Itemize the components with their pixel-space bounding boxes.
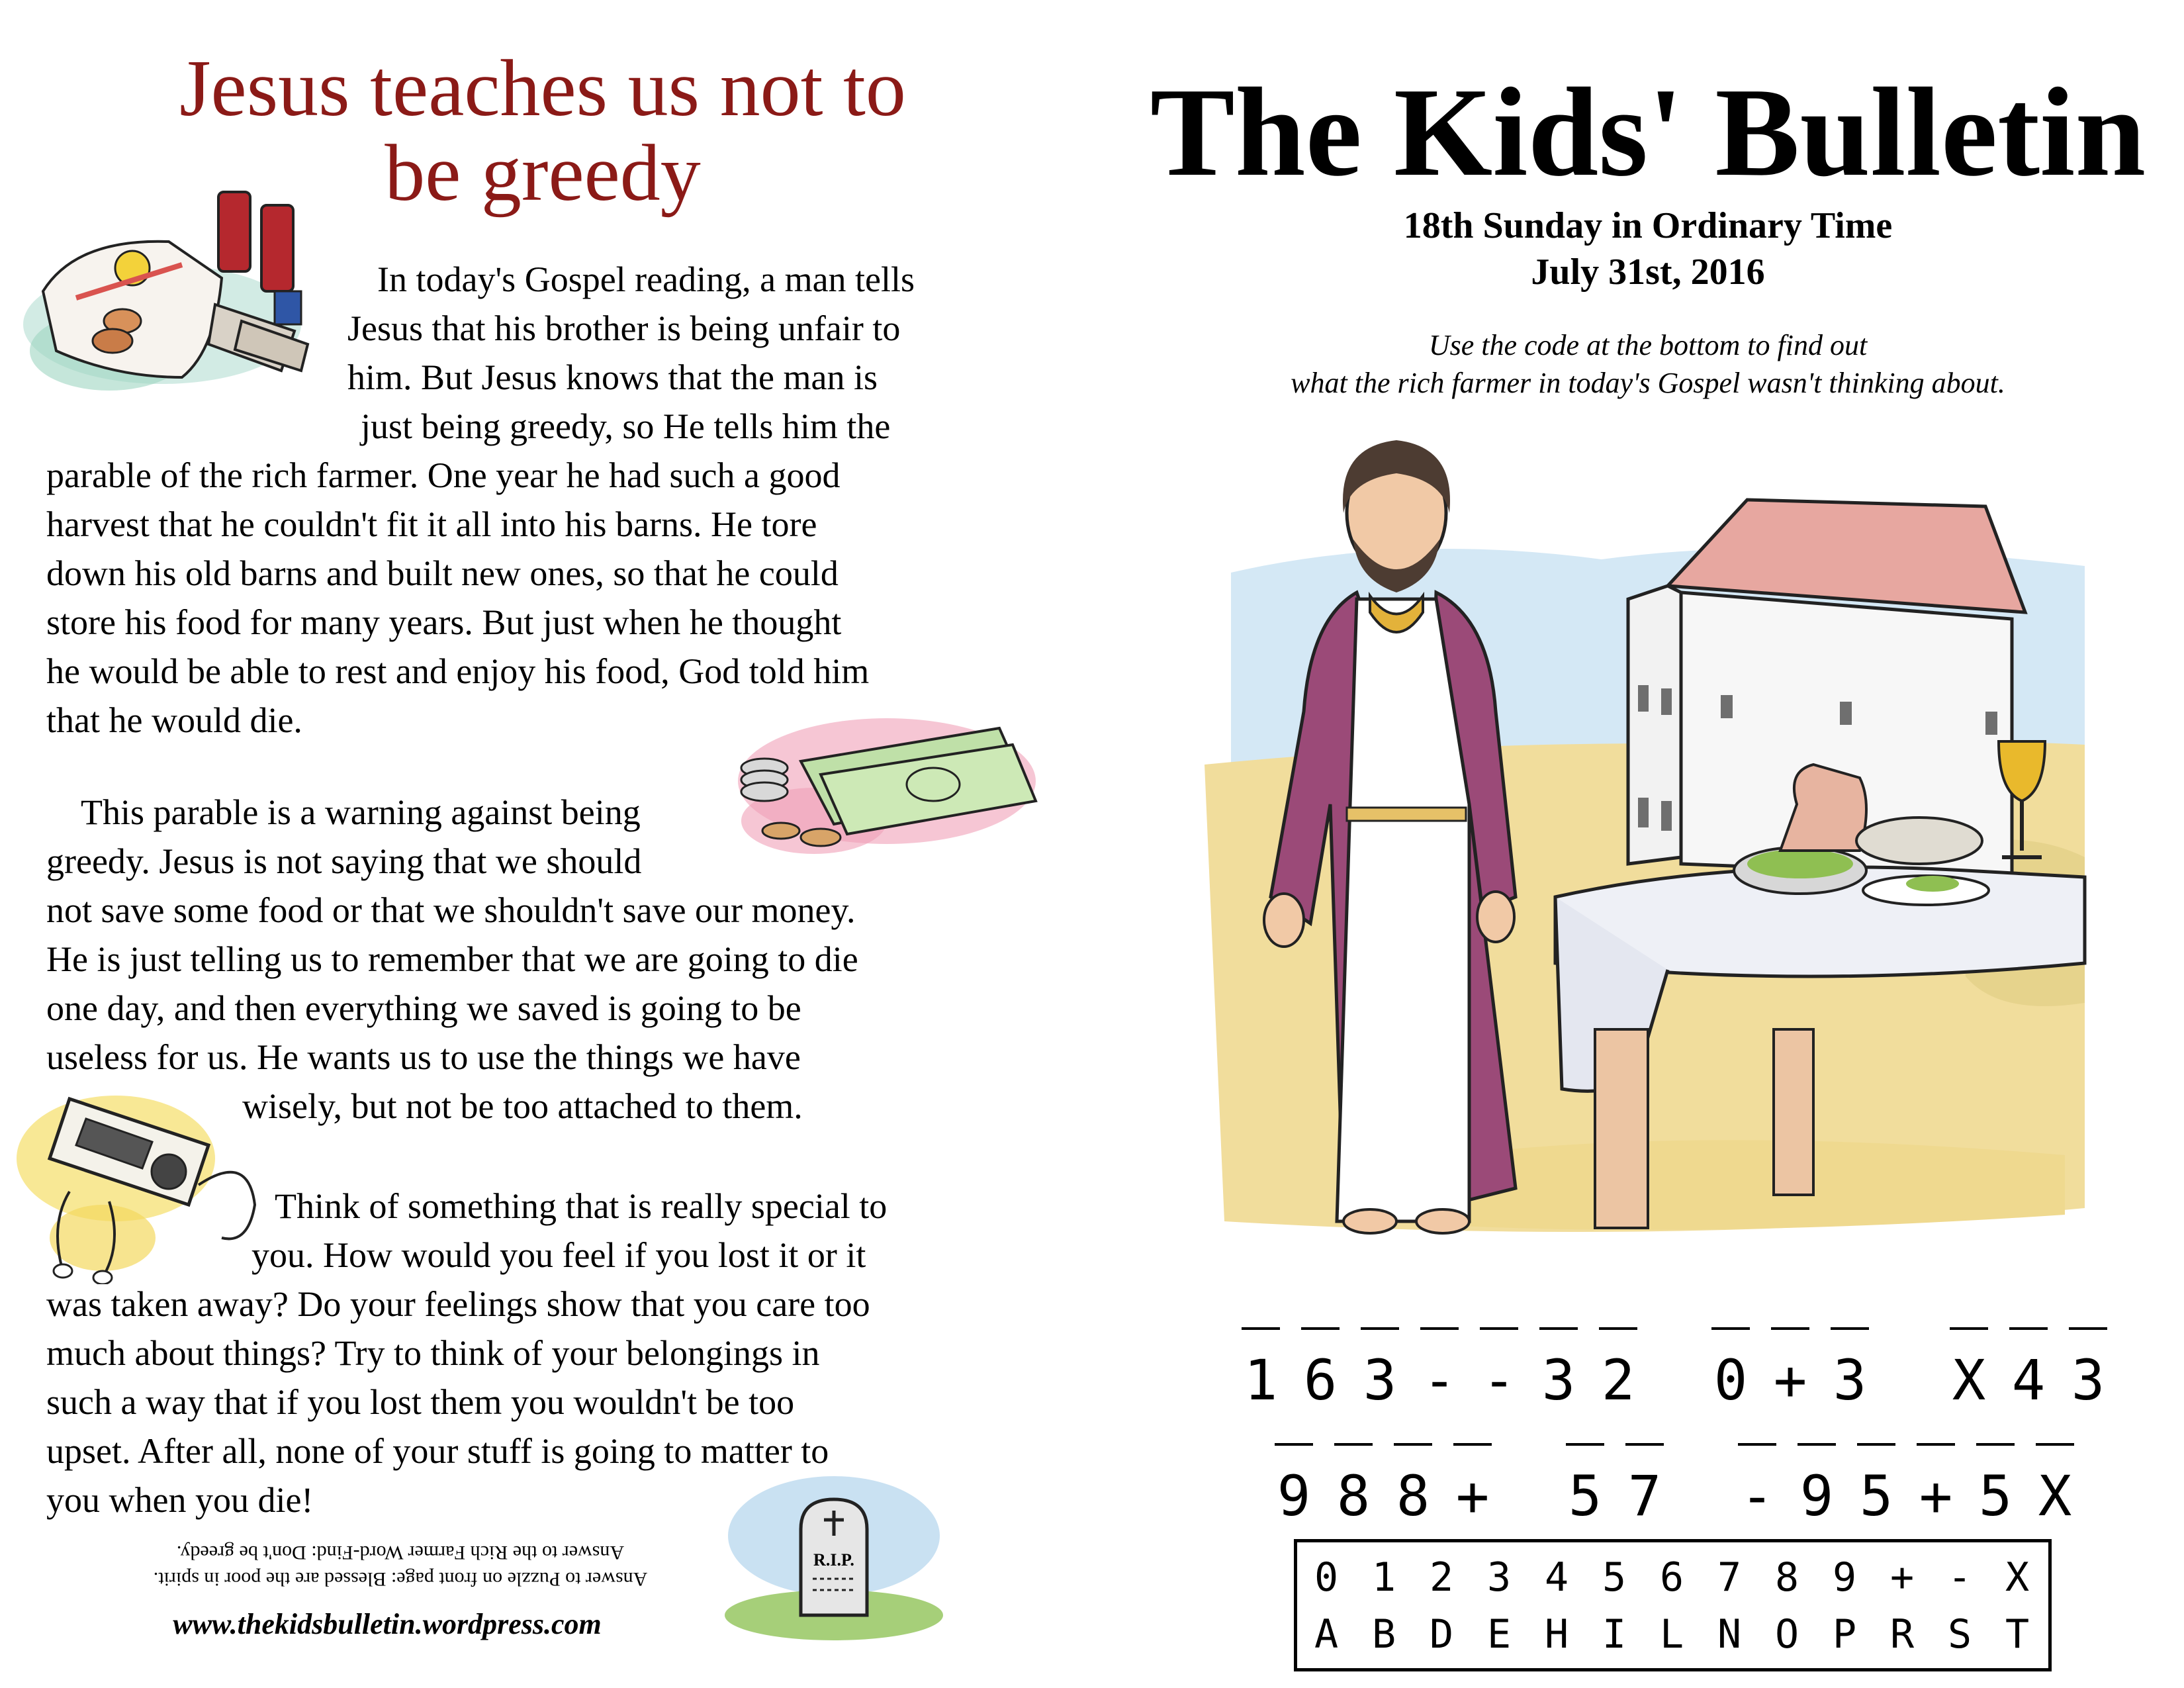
rich-farmer-illustration	[1205, 434, 2098, 1271]
gravestone-illustration	[721, 1470, 946, 1642]
puzzle-code: 3	[1833, 1348, 1867, 1413]
puzzle-code: +	[1773, 1348, 1807, 1413]
paragraph-3-line: you when you die!	[46, 1480, 314, 1520]
paragraph-2-line: not save some food or that we shouldn't save our money.	[46, 890, 856, 930]
code-symbol: 4	[1544, 1554, 1569, 1601]
instruction-line-1: Use the code at the bottom to find out	[1428, 329, 1868, 361]
code-symbol: 5	[1602, 1554, 1627, 1601]
paragraph-3-line: was taken away? Do your feelings show that you care too	[46, 1284, 870, 1324]
paragraph-2-line: one day, and then everything we saved is going to be	[46, 988, 801, 1028]
puzzle-row-1	[1238, 1327, 2111, 1433]
code-symbol: 2	[1429, 1554, 1454, 1601]
paragraph-3-line: you. How would you feel if you lost it or it	[251, 1235, 866, 1275]
puzzle-code: 2	[1601, 1348, 1635, 1413]
paragraph-3-line: Think of something that is really special to	[275, 1186, 887, 1226]
paragraph-1-line: him. But Jesus knows that the man is	[347, 357, 878, 397]
code-letter: L	[1659, 1611, 1684, 1658]
paragraph-1-line: just being greedy, so He tells him the	[361, 406, 891, 446]
code-symbol: 3	[1486, 1554, 1512, 1601]
paragraph-1-line: he would be able to rest and enjoy his food, God told him	[46, 651, 870, 691]
puzzle-code: X	[2038, 1464, 2072, 1528]
gravestone-text: R.I.P.	[813, 1550, 854, 1570]
paragraph-2-line: He is just telling us to remember that we are going to die	[46, 939, 858, 979]
code-letter: R	[1889, 1611, 1915, 1658]
code-symbol: 6	[1659, 1554, 1684, 1601]
puzzle-code: 3	[2071, 1348, 2105, 1413]
paragraph-1-line: harvest that he couldn't fit it all into his barns. He tore	[46, 504, 817, 544]
code-letter: E	[1486, 1611, 1512, 1658]
code-letter: B	[1371, 1611, 1396, 1658]
code-letter: T	[2005, 1611, 2030, 1658]
paragraph-1-line: that he would die.	[46, 700, 302, 740]
code-symbol: +	[1889, 1554, 1915, 1601]
puzzle-code: -	[1422, 1348, 1457, 1413]
article-title-line-1: Jesus teaches us not to	[179, 44, 906, 133]
code-letter: P	[1832, 1611, 1857, 1658]
paragraph-3-line: much about things? Try to think of your belongings in	[46, 1333, 820, 1373]
code-symbol: 1	[1371, 1554, 1396, 1601]
paragraph-1-line: store his food for many years. But just when he thought	[46, 602, 842, 642]
puzzle-code: 9	[1277, 1464, 1311, 1528]
puzzle-code: -	[1740, 1464, 1774, 1528]
puzzle-code: 1	[1244, 1348, 1278, 1413]
website-url: www.thekidsbulletin.wordpress.com	[173, 1608, 602, 1640]
puzzle-code: +	[1455, 1464, 1490, 1528]
code-symbol: -	[1947, 1554, 1972, 1601]
instruction-line-2: what the rich farmer in today's Gospel wasn't thinking about.	[1291, 367, 2005, 399]
answer-line-word-find: Answer to the Rich Farmer Word-Find: Don't be greedy.	[176, 1542, 625, 1564]
code-letter: H	[1544, 1611, 1569, 1658]
paragraph-1	[46, 255, 915, 745]
puzzle-code: X	[1952, 1348, 1986, 1413]
puzzle-code: -	[1482, 1348, 1516, 1413]
puzzle-row-2	[1271, 1443, 2091, 1549]
paragraph-2-line: greedy. Jesus is not saying that we should	[46, 841, 642, 881]
code-symbol: 9	[1832, 1554, 1857, 1601]
paragraph-2-line: wisely, but not be too attached to them.	[242, 1086, 803, 1126]
paragraph-3-line: such a way that if you lost them you wouldn't be too	[46, 1382, 795, 1422]
code-letter: S	[1947, 1611, 1972, 1658]
puzzle-code: 6	[1303, 1348, 1338, 1413]
puzzle-code: 7	[1627, 1464, 1662, 1528]
code-letter: A	[1314, 1611, 1339, 1658]
puzzle-code: 8	[1396, 1464, 1430, 1528]
puzzle-code: 0	[1713, 1348, 1748, 1413]
paragraph-1-line: Jesus that his brother is being unfair to	[347, 308, 901, 348]
code-key	[1294, 1539, 2052, 1671]
puzzle-code: 8	[1336, 1464, 1371, 1528]
paragraph-1-line: parable of the rich farmer. One year he had such a good	[46, 455, 841, 495]
puzzle-code: 3	[1363, 1348, 1397, 1413]
puzzle-code: +	[1919, 1464, 1953, 1528]
puzzle-code: 4	[2011, 1348, 2046, 1413]
puzzle-code: 3	[1541, 1348, 1576, 1413]
upside-down-answers	[63, 1539, 738, 1592]
paragraph-2-line: This parable is a warning against being	[81, 792, 641, 832]
paragraph-2-line: useless for us. He wants us to use the things we have	[46, 1037, 801, 1077]
puzzle-code: 9	[1799, 1464, 1834, 1528]
article-title-line-2: be greedy	[385, 128, 701, 218]
puzzle-code: 5	[1978, 1464, 2013, 1528]
code-letter: D	[1429, 1611, 1454, 1658]
paragraph-1-line: down his old barns and built new ones, so that he could	[46, 553, 839, 593]
puzzle-code: 5	[1859, 1464, 1893, 1528]
bulletin-date: July 31st, 2016	[1531, 252, 1765, 293]
bulletin-title: The Kids' Bulletin	[1150, 62, 2146, 203]
puzzle-code: 5	[1568, 1464, 1602, 1528]
liturgical-day: 18th Sunday in Ordinary Time	[1403, 205, 1893, 246]
code-letter: I	[1602, 1611, 1627, 1658]
code-symbol: 7	[1717, 1554, 1742, 1601]
code-symbol: X	[2005, 1554, 2030, 1601]
answer-line-puzzle: Answer to Puzzle on front page: Blessed are the poor in spirit.	[153, 1568, 648, 1590]
code-letter: N	[1717, 1611, 1742, 1658]
paragraph-3-line: upset. After all, none of your stuff is going to matter to	[46, 1431, 829, 1471]
code-symbol: 8	[1774, 1554, 1799, 1601]
code-letter: O	[1774, 1611, 1799, 1658]
code-symbol: 0	[1314, 1554, 1339, 1601]
paragraph-1-line: In today's Gospel reading, a man tells	[377, 259, 915, 299]
